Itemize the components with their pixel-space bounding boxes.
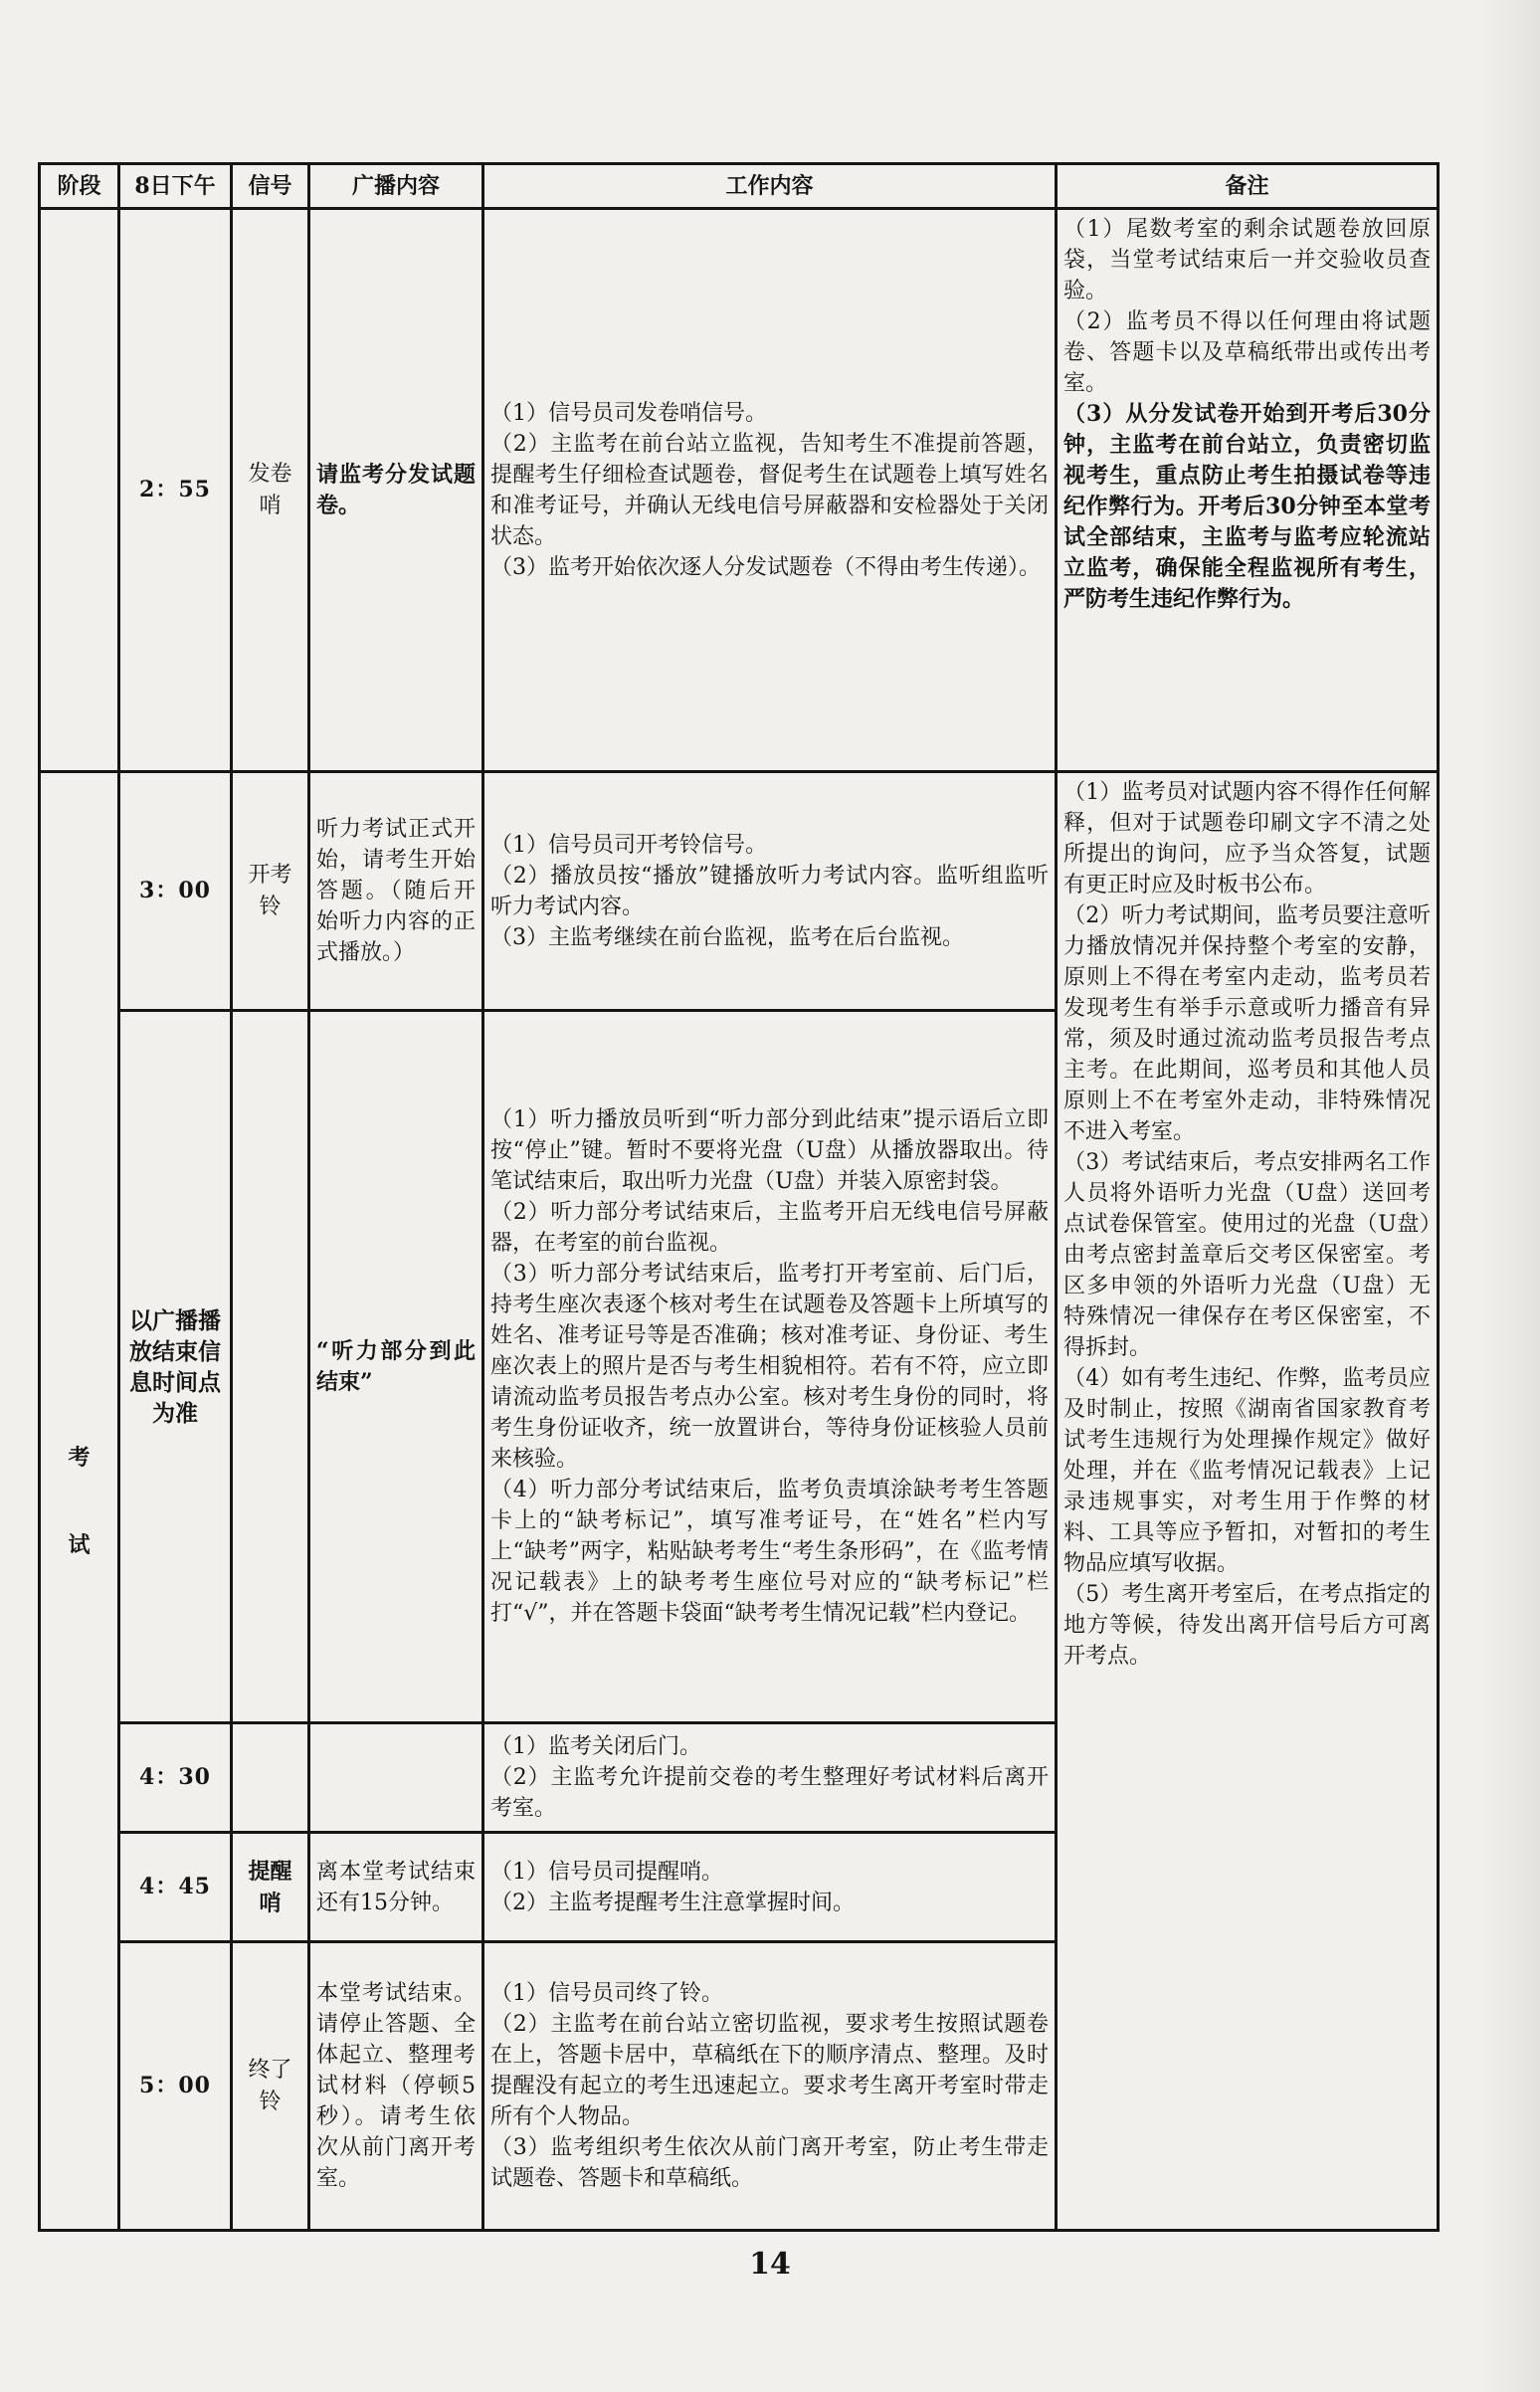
- header-row: [40, 164, 1439, 209]
- work-item: （3）听力部分考试结束后，监考打开考室前、后门后，持考生座次表逐个核对考生在试题卷及答题卡上所填写的姓名、准考证号等是否准确；核对准考证、身份证、考生座次表上的照片是否与考生相貌相符。若有不符，应立即请流动监考员报告考点办公室。核对考生身份的同时，将考生身份证收齐，统一放置讲台，等待身份证核验人员前来核验。: [490, 1262, 1049, 1472]
- notes-cell: [1057, 772, 1439, 2231]
- time-cell: 以广播播放结束信息时间点为准: [119, 1011, 232, 1723]
- time-cell: 4：45: [119, 1833, 232, 1942]
- signal-cell-empty: [232, 1011, 309, 1723]
- work-cell: [483, 1011, 1057, 1723]
- header-time: 8日下午: [119, 164, 232, 209]
- broadcast-cell-empty: [309, 1723, 483, 1833]
- work-item: （2）主监考在前台站立监视，告知考生不准提前答题，提醒考生仔细检查试题卷，督促考生在试题卷上填写姓名和准考证号，并确认无线电信号屏蔽器和安检器处于关闭状态。: [490, 431, 1049, 549]
- time-cell: 3：00: [119, 772, 232, 1011]
- note-item: （2）监考员不得以任何理由将试题卷、答题卡以及草稿纸带出或传出考室。: [1063, 309, 1431, 396]
- note-item: （5）考生离开考室后，在考点指定的地方等候，待发出离开信号后方可离开考点。: [1063, 1582, 1431, 1669]
- work-item: （2）主监考提醒考生注意掌握时间。: [490, 1890, 855, 1915]
- work-item: （1）信号员司开考铃信号。: [490, 832, 767, 858]
- row-2-55: [40, 209, 1439, 772]
- broadcast-cell: 离本堂考试结束还有15分钟。: [309, 1833, 483, 1942]
- work-item: （1）监考关闭后门。: [490, 1734, 701, 1759]
- header-notes: 备注: [1057, 164, 1439, 209]
- work-item: （2）听力部分考试结束后，主监考开启无线电信号屏蔽器，在考室的前台监视。: [490, 1200, 1049, 1256]
- page-number: 14: [749, 2247, 791, 2282]
- row-3-00: [40, 772, 1439, 1011]
- work-item: （4）听力部分考试结束后，监考负责填涂缺考考生答题卡上的“缺考标记”，填写准考证号，在“姓名”栏内写上“缺考”两字，粘贴缺考考生“考生条形码”，在《监考情况记载表》上的缺考考生座位号对应的“缺考标记”栏打“√”，并在答题卡袋面“缺考考生情况记载”栏内登记。: [490, 1478, 1049, 1626]
- work-cell: [483, 772, 1057, 1011]
- exam-schedule-table: [38, 162, 1440, 2232]
- header-broadcast: 广播内容: [309, 164, 483, 209]
- work-cell: [483, 1833, 1057, 1942]
- note-item: （1）监考员对试题内容不得作任何解释，但对于试题卷印刷文字不清之处所提出的询问，应予当众答复，试题有更正时应及时板书公布。: [1063, 780, 1431, 897]
- broadcast-cell: 本堂考试结束。请停止答题、全体起立、整理考试材料（停顿5秒）。请考生依次从前门离开考室。: [309, 1942, 483, 2231]
- signal-cell: 开考铃: [232, 772, 309, 1011]
- notes-cell: [1057, 209, 1439, 772]
- broadcast-cell: 请监考分发试题卷。: [309, 209, 483, 772]
- work-item: （3）监考组织考生依次从前门离开考室，防止考生带走试题卷、答题卡和草稿纸。: [490, 2135, 1049, 2191]
- header-signal: 信号: [232, 164, 309, 209]
- note-item: （4）如有考生违纪、作弊，监考员应及时制止，按照《湖南省国家教育考试考生违规行为处理操作规定》做好处理，并在《监考情况记载表》上记录违规事实，对考生用于作弊的材料、工具等应予暂扣，对暂扣的考生物品应填写收据。: [1063, 1366, 1431, 1576]
- work-cell: [483, 209, 1057, 772]
- work-item: （3）监考开始依次逐人分发试题卷（不得由考生传递）。: [490, 554, 1041, 580]
- work-item: （1）听力播放员听到“听力部分到此结束”提示语后立即按“停止”键。暂时不要将光盘（U盘）从播放器取出。待笔试结束后，取出听力光盘（U盘）并装入原密封袋。: [490, 1107, 1049, 1194]
- header-stage: 阶段: [40, 164, 119, 209]
- work-item: （1）信号员司提醒哨。: [490, 1859, 723, 1885]
- signal-cell: 发卷哨: [232, 209, 309, 772]
- note-item: （3）考试结束后，考点安排两名工作人员将外语听力光盘（U盘）送回考点试卷保管室。使用过的光盘（U盘）由考点密封盖章后交考区保密室。考区多申领的外语听力光盘（U盘）无特殊情况一律保存在考区保密室，不得拆封。: [1063, 1150, 1431, 1360]
- time-cell: 5：00: [119, 1942, 232, 2231]
- signal-cell: 提醒哨: [232, 1833, 309, 1942]
- work-item: （2）播放员按“播放”键播放听力考试内容。监听组监听听力考试内容。: [490, 863, 1049, 919]
- stage-cell-empty: [40, 209, 119, 772]
- signal-cell-empty: [232, 1723, 309, 1833]
- broadcast-cell: “听力部分到此结束”: [309, 1011, 483, 1723]
- page-edge-shade: [1480, 0, 1540, 2392]
- note-item-emphasis: （3）从分发试卷开始到开考后30分钟，主监考在前台站立，负责密切监视考生，重点防止考生拍摄试卷等违纪作弊行为。开考后30分钟至本堂考试全部结束，主监考与监考应轮流站立监考，确保能全程监视所有考生，严防考生违纪作弊行为。: [1063, 401, 1431, 612]
- work-cell: [483, 1942, 1057, 2231]
- header-work: 工作内容: [483, 164, 1057, 209]
- time-cell: 4：30: [119, 1723, 232, 1833]
- broadcast-cell: 听力考试正式开始，请考生开始答题。（随后开始听力内容的正式播放。）: [309, 772, 483, 1011]
- note-item: （2）听力考试期间，监考员要注意听力播放情况并保持整个考室的安静，原则上不得在考室内走动，监考员若发现考生有举手示意或听力播音有异常，须及时通过流动监考员报告考点主考。在此期间，巡考员和其他人员原则上不在考室外走动，非特殊情况不进入考室。: [1063, 903, 1431, 1144]
- work-item: （1）信号员司终了铃。: [490, 1981, 723, 2006]
- time-cell: 2：55: [119, 209, 232, 772]
- work-item: （2）主监考允许提前交卷的考生整理好考试材料后离开考室。: [490, 1765, 1049, 1821]
- signal-cell: 终了铃: [232, 1942, 309, 2231]
- work-item: （3）主监考继续在前台监视，监考在后台监视。: [490, 924, 964, 950]
- work-item: （1）信号员司发卷哨信号。: [490, 400, 767, 426]
- work-item: （2）主监考在前台站立密切监视，要求考生按照试题卷在上，答题卡居中，草稿纸在下的顺序清点、整理。及时提醒没有起立的考生迅速起立。要求考生离开考室时带走所有个人物品。: [490, 2012, 1049, 2129]
- work-cell: [483, 1723, 1057, 1833]
- note-item: （1）尾数考室的剩余试题卷放回原袋，当堂考试结束后一并交验收员查验。: [1063, 217, 1431, 303]
- stage-cell-exam: 考 试: [40, 772, 119, 2231]
